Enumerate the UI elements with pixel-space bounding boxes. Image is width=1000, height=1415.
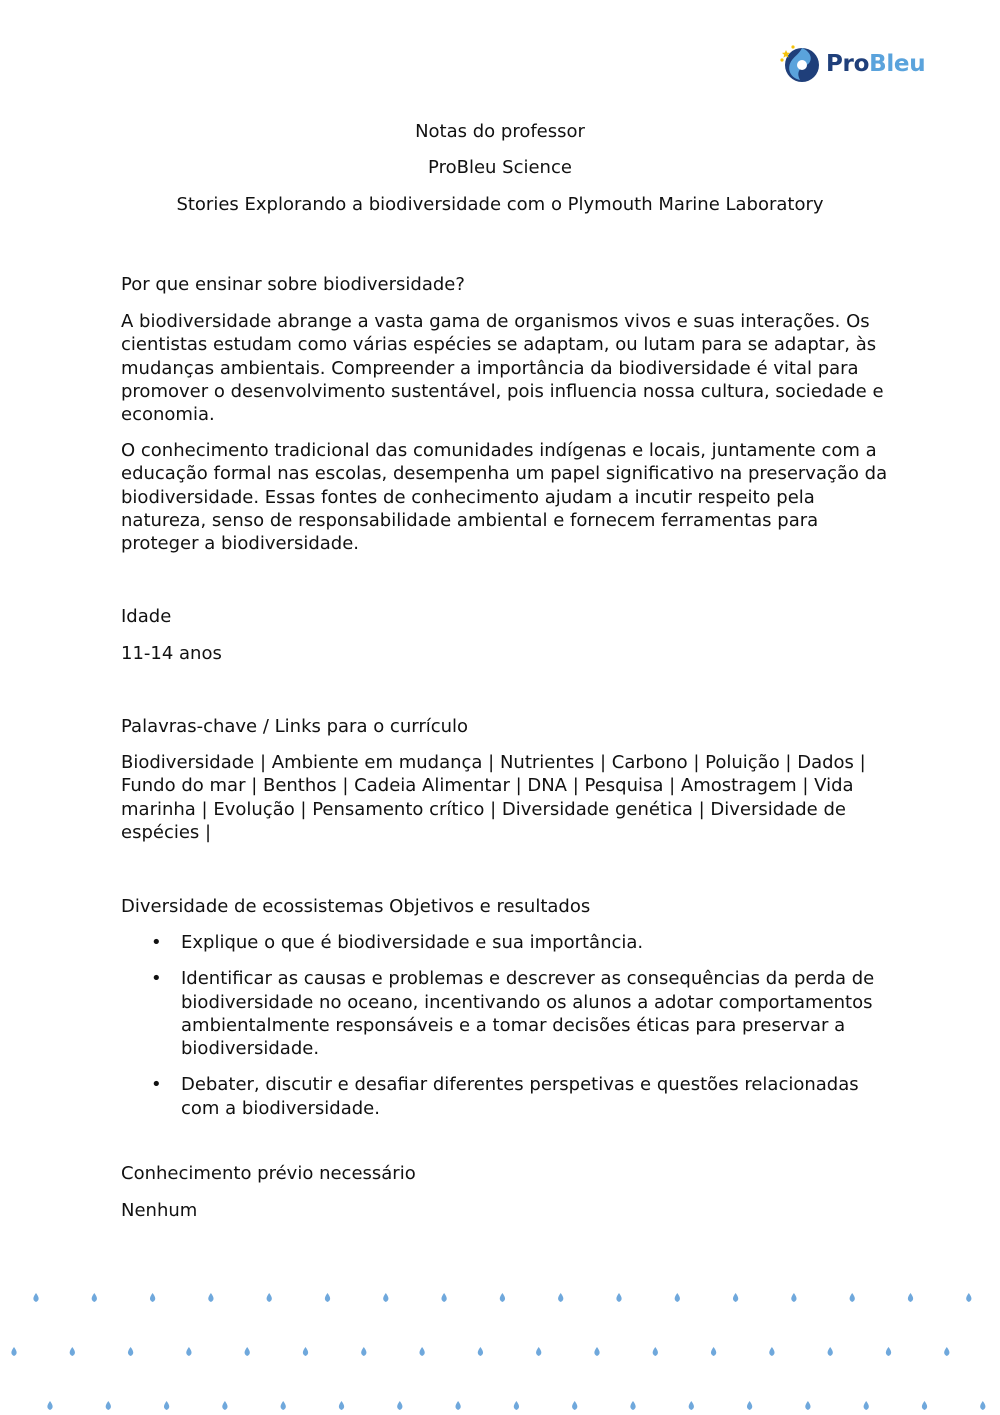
droplet-icon bbox=[886, 1347, 891, 1356]
droplet-icon bbox=[361, 1347, 366, 1356]
why-paragraph-1: A biodiversidade abrange a vasta gama de organismos vivos e suas interações. Os cientistas estudam como várias espécies se adaptam, ou lutam para se adaptar, às mudanças ambientais. Compreender a importância da biodiversidade é vital para promover o desenvolvimento sustentável, pois influencia nossa cultura, sociedade e economia. bbox=[121, 311, 884, 426]
bullet-icon: • bbox=[151, 932, 162, 953]
droplet-icon bbox=[922, 1401, 927, 1410]
droplet-icon bbox=[908, 1293, 913, 1302]
droplet-icon bbox=[536, 1347, 541, 1356]
droplet-icon bbox=[303, 1347, 308, 1356]
droplet-icon bbox=[128, 1347, 133, 1356]
droplet-icon bbox=[186, 1347, 191, 1356]
droplet-icon bbox=[850, 1293, 855, 1302]
droplet-icon bbox=[594, 1347, 599, 1356]
droplet-icon bbox=[419, 1347, 424, 1356]
droplet-icon bbox=[92, 1293, 97, 1302]
droplet-icon bbox=[164, 1401, 169, 1410]
probleu-logo bbox=[778, 42, 928, 88]
droplet-icon bbox=[281, 1401, 286, 1410]
droplet-icon bbox=[478, 1347, 483, 1356]
droplet-icon bbox=[383, 1293, 388, 1302]
droplet-icon bbox=[828, 1347, 833, 1356]
droplet-icon bbox=[441, 1293, 446, 1302]
age-heading: Idade bbox=[121, 606, 172, 627]
droplet-icon bbox=[572, 1401, 577, 1410]
droplet-icon bbox=[514, 1401, 519, 1410]
droplet-icon bbox=[70, 1347, 75, 1356]
droplet-icon bbox=[33, 1293, 38, 1302]
objective-text: Identificar as causas e problemas e descrever as consequências da perda de biodiversidade no oceano, incentivando os alunos a adotar comportamentos ambientalmente responsáveis e a tomar decisões éticas para preservar a biodiversidade. bbox=[181, 968, 875, 1060]
droplet-icon bbox=[791, 1293, 796, 1302]
prior-knowledge-value: Nenhum bbox=[121, 1200, 198, 1221]
droplet-icon bbox=[208, 1293, 213, 1302]
droplet-icon bbox=[864, 1401, 869, 1410]
objective-item bbox=[121, 931, 891, 954]
objectives-list bbox=[121, 931, 891, 1133]
droplet-icon bbox=[245, 1347, 250, 1356]
droplet-icon bbox=[339, 1401, 344, 1410]
droplet-icon bbox=[325, 1293, 330, 1302]
droplet-icon bbox=[980, 1401, 985, 1410]
droplet-icon bbox=[944, 1347, 949, 1356]
objective-item bbox=[121, 1073, 891, 1120]
droplet-icon bbox=[150, 1293, 155, 1302]
droplet-icon bbox=[747, 1401, 752, 1410]
keywords-list: Biodiversidade | Ambiente em mudança | Nutrientes | Carbono | Poluição | Dados | Fundo do mar | Benthos | Cadeia Alimentar | DNA | Pesquisa | Amostragem | Vida marinha | Evolução | Pensamento crítico | Diversidade genética | Diversidade de espécies | bbox=[121, 752, 866, 843]
logo-text-pro: Pro bbox=[826, 51, 870, 77]
droplet-icon bbox=[500, 1293, 505, 1302]
why-heading: Por que ensinar sobre biodiversidade? bbox=[121, 274, 465, 295]
keywords-heading: Palavras-chave / Links para o currículo bbox=[121, 716, 469, 737]
age-value: 11-14 anos bbox=[121, 643, 222, 664]
document-topic: Stories Explorando a biodiversidade com o Plymouth Marine Laboratory bbox=[176, 194, 824, 215]
droplet-icon bbox=[733, 1293, 738, 1302]
droplet-icon bbox=[397, 1401, 402, 1410]
probleu-swirl-icon bbox=[778, 42, 824, 88]
droplet-icon bbox=[222, 1401, 227, 1410]
document-subtitle: ProBleu Science bbox=[428, 157, 572, 178]
prior-knowledge-heading: Conhecimento prévio necessário bbox=[121, 1163, 416, 1184]
droplet-icon bbox=[106, 1401, 111, 1410]
objective-item bbox=[121, 967, 891, 1060]
objective-text: Debater, discutir e desafiar diferentes perspetivas e questões relacionadas com a biodiversidade. bbox=[181, 1074, 859, 1119]
droplet-icon bbox=[653, 1347, 658, 1356]
droplet-icon bbox=[630, 1401, 635, 1410]
objective-text: Explique o que é biodiversidade e sua importância. bbox=[181, 932, 644, 953]
droplet-pattern-icon bbox=[0, 1280, 1000, 1415]
document-title: Notas do professor bbox=[415, 121, 585, 142]
droplet-icon bbox=[966, 1293, 971, 1302]
bullet-icon: • bbox=[151, 1074, 162, 1096]
droplet-icon bbox=[11, 1347, 16, 1356]
droplet-icon bbox=[805, 1401, 810, 1410]
droplet-icon bbox=[47, 1401, 52, 1410]
droplet-icon bbox=[267, 1293, 272, 1302]
why-paragraph-2: O conhecimento tradicional das comunidades indígenas e locais, juntamente com a educação formal nas escolas, desempenha um papel significativo na preservação da biodiversidade. Essas fontes de conhecimento ajudam a incutir respeito pela natureza, senso de responsabilidade ambiental e fornecem ferramentas para proteger a biodiversidade. bbox=[121, 440, 888, 555]
logo-wordmark bbox=[826, 51, 925, 77]
droplet-icon bbox=[689, 1401, 694, 1410]
objectives-heading: Diversidade de ecossistemas Objetivos e resultados bbox=[121, 896, 591, 917]
logo-text-bleu: Bleu bbox=[869, 51, 926, 77]
droplet-icon bbox=[558, 1293, 563, 1302]
droplet-icon bbox=[769, 1347, 774, 1356]
droplet-icon bbox=[675, 1293, 680, 1302]
bullet-icon: • bbox=[151, 968, 162, 990]
droplet-icon bbox=[616, 1293, 621, 1302]
droplet-icon bbox=[455, 1401, 460, 1410]
droplet-icon bbox=[711, 1347, 716, 1356]
